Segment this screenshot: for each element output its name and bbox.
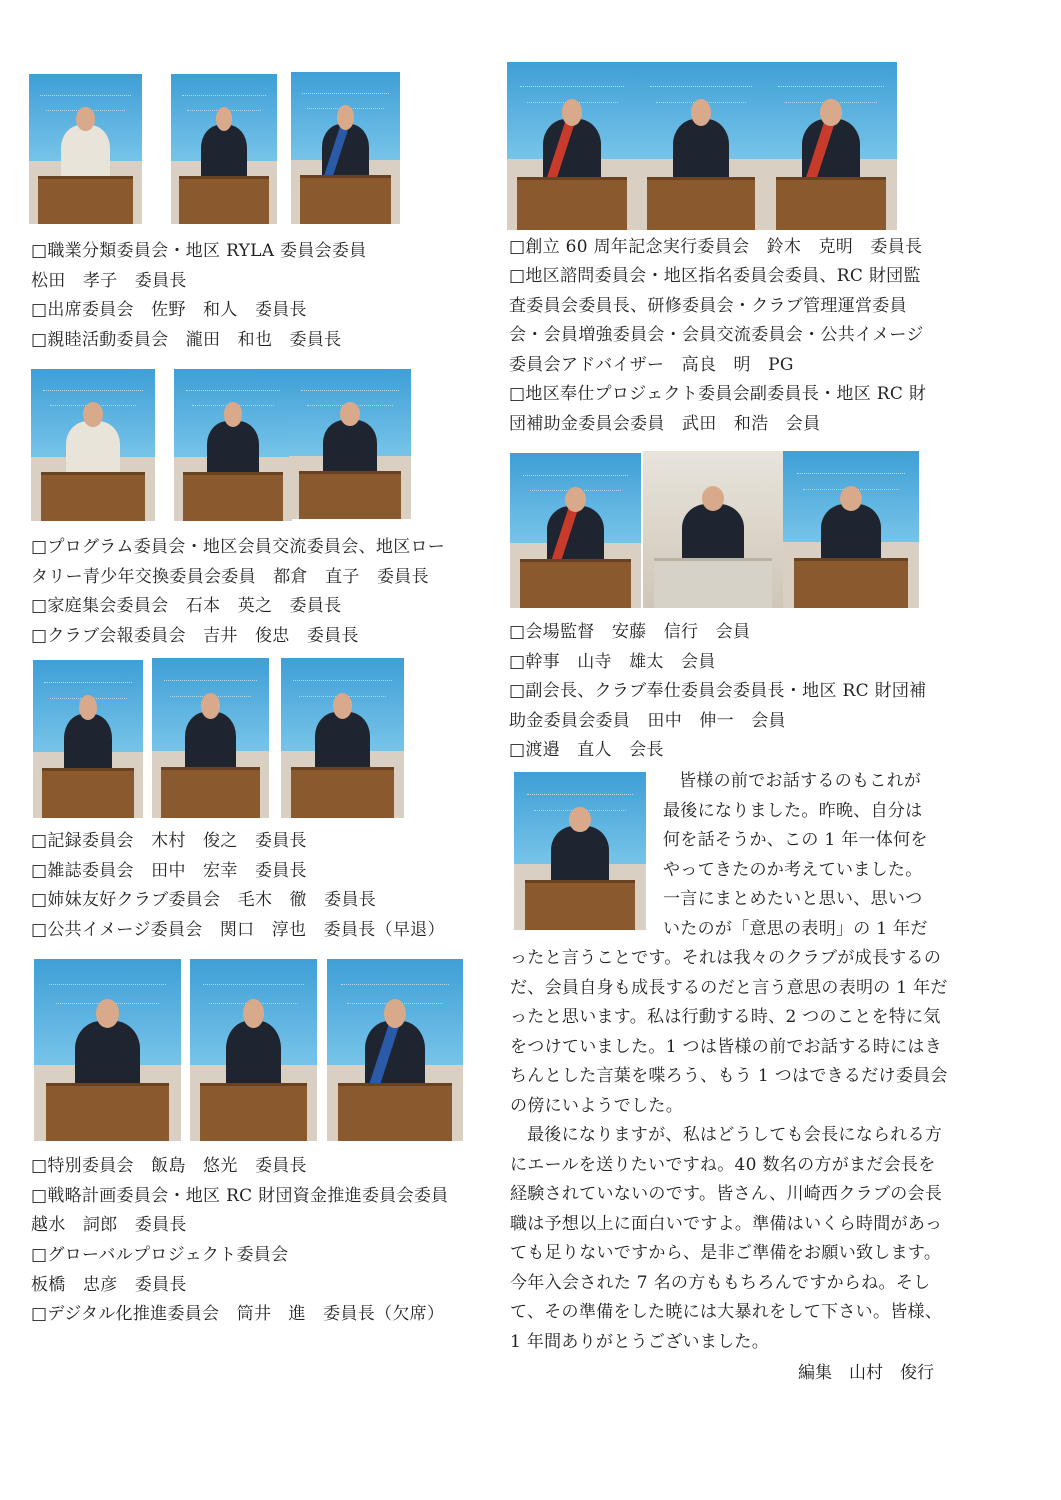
caption-line: □家庭集会委員会 石本 英之 委員長 — [31, 596, 342, 616]
message-line: やってきたのか考えていました。 — [663, 860, 923, 880]
photo-speaker-woman-2 — [31, 369, 155, 521]
photo-speaker-man-15 — [643, 451, 783, 608]
caption-line: 助金委員会委員 田中 伸一 会員 — [509, 711, 786, 731]
photo-speaker-man-4 — [289, 369, 411, 519]
caption-line: □渡邉 直人 会長 — [509, 740, 664, 760]
caption-line: 越水 詞郎 委員長 — [31, 1215, 187, 1235]
caption-line: □創立 60 周年記念実行委員会 鈴木 克明 委員長 — [509, 237, 923, 257]
caption-line: □雑誌委員会 田中 宏幸 委員長 — [31, 861, 307, 881]
photo-speaker-man-2 — [291, 72, 400, 224]
message-line: いたのが「意思の表明」の 1 年だ — [663, 919, 928, 939]
caption-line: タリー青少年交換委員会委員 都倉 直子 委員長 — [31, 567, 429, 587]
caption-line: □クラブ会報委員会 吉井 俊忠 委員長 — [31, 626, 359, 646]
caption-line: □幹事 山寺 雄太 会員 — [509, 652, 716, 672]
photo-speaker-man-6 — [152, 658, 269, 818]
message-paragraph-1: ったと言うことです。それは我々のクラブが成長するのだ、会員自身も成長するのだと言う意思の表明の 1 年だったと思います。私は行動する時、2 つのことを特に気をつけていました。1 つは皆様の前でお話する時にはきちんとした言葉を喋ろう、もう 1 つはできるだけ委員会の傍にいようでした。 — [510, 948, 948, 1116]
photo-speaker-man-7 — [281, 658, 404, 818]
photo-speaker-man-9 — [190, 959, 317, 1141]
photo-speaker-man-5 — [33, 660, 143, 818]
caption-line: □特別委員会 飯島 悠光 委員長 — [31, 1156, 307, 1176]
caption-line: □グローバルプロジェクト委員会 — [31, 1245, 289, 1265]
caption-line: □地区諮問委員会・地区指名委員会委員、RC 財団監 — [509, 266, 921, 286]
caption-line: □出席委員会 佐野 和人 委員長 — [31, 300, 307, 320]
caption-line: 委員会アドバイザー 高良 明 PG — [509, 355, 794, 375]
photo-speaker-man-11 — [507, 62, 637, 230]
caption-line: □会場監督 安藤 信行 会員 — [509, 622, 751, 642]
caption-line: □記録委員会 木村 俊之 委員長 — [31, 831, 307, 851]
photo-speaker-man-10 — [327, 959, 463, 1141]
caption-line: 会・会員増強委員会・会員交流委員会・公共イメージ — [509, 325, 924, 345]
photo-president — [514, 772, 646, 930]
caption-line: □デジタル化推進委員会 筒井 進 委員長（欠席） — [31, 1304, 445, 1324]
caption-line: 団補助金委員会委員 武田 和浩 会員 — [509, 414, 821, 434]
photo-speaker-man-3 — [174, 369, 292, 521]
message-line: 最後になりました。昨晩、自分は — [663, 801, 923, 821]
editor-signature: 編集 山村 俊行 — [798, 1363, 934, 1383]
photo-speaker-man-14 — [510, 453, 641, 608]
photo-speaker-man-1 — [171, 74, 277, 224]
photo-speaker-woman-1 — [29, 74, 142, 224]
caption-line: □公共イメージ委員会 関口 淳也 委員長（早退） — [31, 920, 445, 940]
message-line: 何を話そうか、この 1 年一体何を — [663, 830, 928, 850]
photo-speaker-man-13 — [765, 62, 897, 230]
caption-line: □親睦活動委員会 瀧田 和也 委員長 — [31, 330, 342, 350]
caption-line: □地区奉仕プロジェクト委員会副委員長・地区 RC 財 — [509, 384, 927, 404]
caption-line: 査委員会委員長、研修委員会・クラブ管理運営委員 — [509, 296, 907, 316]
photo-speaker-man-12 — [637, 62, 765, 230]
caption-line: □戦略計画委員会・地区 RC 財団資金推進委員会委員 — [31, 1186, 449, 1206]
caption-line: □姉妹友好クラブ委員会 毛木 徹 委員長 — [31, 890, 377, 910]
caption-line: 板橋 忠彦 委員長 — [31, 1275, 187, 1295]
caption-line: □副会長、クラブ奉仕委員会委員長・地区 RC 財団補 — [509, 681, 927, 701]
photo-speaker-man-16 — [783, 451, 919, 608]
message-line: 一言にまとめたいと思い、思いつ — [663, 889, 923, 909]
photo-speaker-man-8 — [34, 959, 181, 1141]
message-line: 皆様の前でお話するのもこれが — [679, 771, 922, 791]
caption-line: 松田 孝子 委員長 — [31, 271, 187, 291]
message-paragraph-2: 最後になりますが、私はどうしても会長になられる方にエールを送りたいですね。40 数名の方がまだ会長を経験されていないのです。皆さん、川崎西クラブの会長職は予想以上に面白いですよ。準備はいくら時間があっても足りないですから、是非ご準備をお願い致します。今年入会された 7 名の方ももちろんですからね。そして、その準備をした暁には大暴れをして下さい。皆様、1 年間ありがとうございました。 — [510, 1125, 943, 1352]
caption-line: □プログラム委員会・地区会員交流委員会、地区ロー — [31, 537, 446, 557]
caption-line: □職業分類委員会・地区 RYLA 委員会委員 — [31, 241, 367, 261]
